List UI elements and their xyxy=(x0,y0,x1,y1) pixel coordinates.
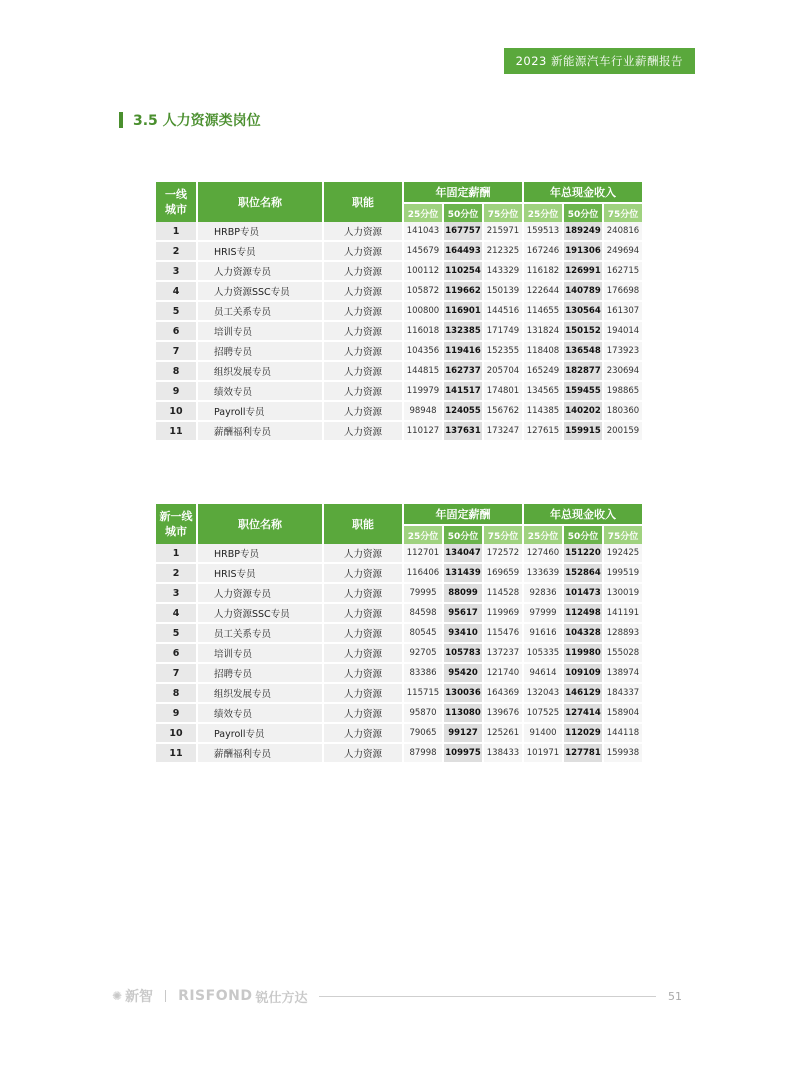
salary-value: 171749 xyxy=(484,322,524,342)
table-row xyxy=(156,684,642,704)
position-name: 组织发展专员 xyxy=(198,362,324,382)
percentile-header-p50: 50分位 xyxy=(564,526,604,544)
percentile-header-p75: 75分位 xyxy=(484,526,524,544)
salary-value: 79995 xyxy=(404,584,444,604)
table-row xyxy=(156,664,642,684)
table-row xyxy=(156,422,642,442)
function-value: 人力资源 xyxy=(324,664,404,684)
position-name: 员工关系专员 xyxy=(198,302,324,322)
city-tier-line2: 城市 xyxy=(165,525,187,538)
salary-value: 200159 xyxy=(604,422,642,442)
row-index: 11 xyxy=(156,422,198,442)
salary-value: 98948 xyxy=(404,402,444,422)
salary-value: 104356 xyxy=(404,342,444,362)
salary-value: 150152 xyxy=(564,322,604,342)
salary-value: 100112 xyxy=(404,262,444,282)
salary-value: 159938 xyxy=(604,744,642,764)
position-name: HRIS专员 xyxy=(198,564,324,584)
salary-value: 150139 xyxy=(484,282,524,302)
salary-value: 91400 xyxy=(524,724,564,744)
table-row xyxy=(156,704,642,724)
salary-value: 130019 xyxy=(604,584,642,604)
row-index: 9 xyxy=(156,382,198,402)
function-value: 人力资源 xyxy=(324,604,404,624)
position-name-header: 职位名称 xyxy=(198,182,324,222)
section-heading xyxy=(119,112,261,128)
salary-value: 110254 xyxy=(444,262,484,282)
salary-value: 145679 xyxy=(404,242,444,262)
salary-table-tier1 xyxy=(156,182,642,442)
salary-value: 141043 xyxy=(404,222,444,242)
salary-value: 121740 xyxy=(484,664,524,684)
row-index: 8 xyxy=(156,362,198,382)
position-name: 组织发展专员 xyxy=(198,684,324,704)
position-name: 绩效专员 xyxy=(198,382,324,402)
footer-rule xyxy=(319,996,656,997)
salary-value: 124055 xyxy=(444,402,484,422)
table-row xyxy=(156,262,642,282)
function-value: 人力资源 xyxy=(324,302,404,322)
function-value: 人力资源 xyxy=(324,382,404,402)
salary-value: 95870 xyxy=(404,704,444,724)
salary-value: 109975 xyxy=(444,744,484,764)
function-value: 人力资源 xyxy=(324,544,404,564)
salary-value: 159915 xyxy=(564,422,604,442)
salary-value: 192425 xyxy=(604,544,642,564)
percentile-header-p75: 75分位 xyxy=(484,204,524,222)
salary-value: 119969 xyxy=(484,604,524,624)
salary-value: 184337 xyxy=(604,684,642,704)
salary-value: 156762 xyxy=(484,402,524,422)
row-index: 7 xyxy=(156,342,198,362)
salary-value: 155028 xyxy=(604,644,642,664)
section-title: 3.5 人力资源类岗位 xyxy=(133,113,261,129)
position-name: HRBP专员 xyxy=(198,544,324,564)
salary-value: 138433 xyxy=(484,744,524,764)
salary-value: 144815 xyxy=(404,362,444,382)
salary-value: 130036 xyxy=(444,684,484,704)
salary-value: 165249 xyxy=(524,362,564,382)
salary-value: 113080 xyxy=(444,704,484,724)
table-row xyxy=(156,282,642,302)
salary-value: 107525 xyxy=(524,704,564,724)
row-index: 4 xyxy=(156,604,198,624)
table-row xyxy=(156,624,642,644)
function-value: 人力资源 xyxy=(324,242,404,262)
table-row xyxy=(156,744,642,764)
total-cash-header: 年总现金收入 xyxy=(524,504,642,526)
salary-value: 191306 xyxy=(564,242,604,262)
salary-value: 92705 xyxy=(404,644,444,664)
percentile-header-p25: 25分位 xyxy=(524,526,564,544)
salary-value: 79065 xyxy=(404,724,444,744)
salary-value: 139676 xyxy=(484,704,524,724)
percentile-header-p75: 75分位 xyxy=(604,526,642,544)
salary-value: 164493 xyxy=(444,242,484,262)
salary-value: 100800 xyxy=(404,302,444,322)
salary-value: 173923 xyxy=(604,342,642,362)
table-row xyxy=(156,564,642,584)
salary-value: 127615 xyxy=(524,422,564,442)
position-name: Payroll专员 xyxy=(198,402,324,422)
salary-value: 119980 xyxy=(564,644,604,664)
logo-divider xyxy=(165,990,166,1002)
salary-value: 159455 xyxy=(564,382,604,402)
salary-value: 230694 xyxy=(604,362,642,382)
salary-value: 126991 xyxy=(564,262,604,282)
function-header: 职能 xyxy=(324,504,404,544)
salary-value: 198865 xyxy=(604,382,642,402)
salary-value: 125261 xyxy=(484,724,524,744)
salary-value: 180360 xyxy=(604,402,642,422)
salary-value: 199519 xyxy=(604,564,642,584)
salary-value: 122644 xyxy=(524,282,564,302)
salary-value: 143329 xyxy=(484,262,524,282)
salary-value: 116182 xyxy=(524,262,564,282)
city-tier-line1: 新一线 xyxy=(159,510,193,523)
function-value: 人力资源 xyxy=(324,362,404,382)
function-value: 人力资源 xyxy=(324,564,404,584)
table-row xyxy=(156,644,642,664)
salary-value: 93410 xyxy=(444,624,484,644)
salary-value: 189249 xyxy=(564,222,604,242)
percentile-header-p25: 25分位 xyxy=(404,526,444,544)
position-name-header: 职位名称 xyxy=(198,504,324,544)
row-index: 2 xyxy=(156,564,198,584)
salary-value: 132043 xyxy=(524,684,564,704)
salary-value: 174801 xyxy=(484,382,524,402)
position-name: 招聘专员 xyxy=(198,664,324,684)
xinzhi-logo xyxy=(112,986,153,1006)
salary-value: 95420 xyxy=(444,664,484,684)
position-name: 员工关系专员 xyxy=(198,624,324,644)
function-header: 职能 xyxy=(324,182,404,222)
position-name: 人力资源SSC专员 xyxy=(198,604,324,624)
table-row xyxy=(156,302,642,322)
salary-value: 158904 xyxy=(604,704,642,724)
risfond-logo: RISFOND xyxy=(178,988,253,1004)
salary-value: 112029 xyxy=(564,724,604,744)
salary-value: 137631 xyxy=(444,422,484,442)
salary-value: 116406 xyxy=(404,564,444,584)
salary-value: 127414 xyxy=(564,704,604,724)
salary-value: 151220 xyxy=(564,544,604,564)
function-value: 人力资源 xyxy=(324,342,404,362)
table-row xyxy=(156,382,642,402)
function-value: 人力资源 xyxy=(324,402,404,422)
salary-value: 167246 xyxy=(524,242,564,262)
salary-value: 114655 xyxy=(524,302,564,322)
salary-value: 115476 xyxy=(484,624,524,644)
function-value: 人力资源 xyxy=(324,724,404,744)
salary-value: 144118 xyxy=(604,724,642,744)
table-row xyxy=(156,322,642,342)
salary-value: 110127 xyxy=(404,422,444,442)
row-index: 6 xyxy=(156,644,198,664)
salary-value: 141191 xyxy=(604,604,642,624)
salary-value: 164369 xyxy=(484,684,524,704)
table-row xyxy=(156,584,642,604)
total-cash-header: 年总现金收入 xyxy=(524,182,642,204)
section-marker xyxy=(119,112,123,128)
page-number: 51 xyxy=(668,989,682,1003)
row-index: 1 xyxy=(156,222,198,242)
salary-value: 212325 xyxy=(484,242,524,262)
table-row xyxy=(156,342,642,362)
salary-value: 116901 xyxy=(444,302,484,322)
salary-value: 140202 xyxy=(564,402,604,422)
salary-value: 105872 xyxy=(404,282,444,302)
percentile-header-p25: 25分位 xyxy=(524,204,564,222)
function-value: 人力资源 xyxy=(324,222,404,242)
function-value: 人力资源 xyxy=(324,584,404,604)
city-tier-line2: 城市 xyxy=(165,203,187,216)
salary-value: 144516 xyxy=(484,302,524,322)
salary-value: 162737 xyxy=(444,362,484,382)
table-row xyxy=(156,604,642,624)
fixed-pay-header: 年固定薪酬 xyxy=(404,182,524,204)
salary-value: 161307 xyxy=(604,302,642,322)
row-index: 2 xyxy=(156,242,198,262)
salary-value: 140789 xyxy=(564,282,604,302)
salary-value: 101971 xyxy=(524,744,564,764)
salary-value: 83386 xyxy=(404,664,444,684)
position-name: 人力资源SSC专员 xyxy=(198,282,324,302)
row-index: 7 xyxy=(156,664,198,684)
row-index: 8 xyxy=(156,684,198,704)
table-row xyxy=(156,724,642,744)
salary-value: 112498 xyxy=(564,604,604,624)
salary-value: 131824 xyxy=(524,322,564,342)
salary-value: 215971 xyxy=(484,222,524,242)
header-row-top xyxy=(156,182,642,204)
salary-value: 119662 xyxy=(444,282,484,302)
starburst-icon: ✺ xyxy=(112,989,123,1003)
percentile-header-p25: 25分位 xyxy=(404,204,444,222)
salary-value: 105783 xyxy=(444,644,484,664)
position-name: 培训专员 xyxy=(198,322,324,342)
salary-value: 87998 xyxy=(404,744,444,764)
salary-value: 84598 xyxy=(404,604,444,624)
salary-value: 91616 xyxy=(524,624,564,644)
salary-value: 132385 xyxy=(444,322,484,342)
salary-value: 152864 xyxy=(564,564,604,584)
function-value: 人力资源 xyxy=(324,744,404,764)
position-name: 薪酬福利专员 xyxy=(198,422,324,442)
salary-value: 162715 xyxy=(604,262,642,282)
function-value: 人力资源 xyxy=(324,262,404,282)
salary-value: 114528 xyxy=(484,584,524,604)
salary-value: 119979 xyxy=(404,382,444,402)
salary-value: 112701 xyxy=(404,544,444,564)
position-name: 招聘专员 xyxy=(198,342,324,362)
function-value: 人力资源 xyxy=(324,322,404,342)
salary-value: 138974 xyxy=(604,664,642,684)
function-value: 人力资源 xyxy=(324,422,404,442)
position-name: 薪酬福利专员 xyxy=(198,744,324,764)
salary-value: 173247 xyxy=(484,422,524,442)
salary-table-newtier1 xyxy=(156,504,642,764)
position-name: HRIS专员 xyxy=(198,242,324,262)
salary-value: 104328 xyxy=(564,624,604,644)
function-value: 人力资源 xyxy=(324,282,404,302)
salary-value: 101473 xyxy=(564,584,604,604)
function-value: 人力资源 xyxy=(324,704,404,724)
salary-value: 240816 xyxy=(604,222,642,242)
fixed-pay-header: 年固定薪酬 xyxy=(404,504,524,526)
row-index: 1 xyxy=(156,544,198,564)
row-index: 10 xyxy=(156,724,198,744)
report-title-tag: 2023 新能源汽车行业薪酬报告 xyxy=(504,48,695,74)
salary-value: 134565 xyxy=(524,382,564,402)
logo-a-text: 新智 xyxy=(125,989,154,1005)
salary-value: 169659 xyxy=(484,564,524,584)
percentile-header-p50: 50分位 xyxy=(564,204,604,222)
salary-value: 99127 xyxy=(444,724,484,744)
salary-value: 249694 xyxy=(604,242,642,262)
salary-value: 88099 xyxy=(444,584,484,604)
salary-value: 167757 xyxy=(444,222,484,242)
row-index: 4 xyxy=(156,282,198,302)
salary-value: 182877 xyxy=(564,362,604,382)
salary-value: 128893 xyxy=(604,624,642,644)
salary-value: 114385 xyxy=(524,402,564,422)
city-tier-header xyxy=(156,182,198,222)
percentile-header-p75: 75分位 xyxy=(604,204,642,222)
row-index: 5 xyxy=(156,302,198,322)
table-row xyxy=(156,544,642,564)
salary-value: 134047 xyxy=(444,544,484,564)
salary-value: 136548 xyxy=(564,342,604,362)
salary-value: 137237 xyxy=(484,644,524,664)
salary-value: 205704 xyxy=(484,362,524,382)
row-index: 9 xyxy=(156,704,198,724)
page-footer xyxy=(112,985,682,1007)
salary-value: 152355 xyxy=(484,342,524,362)
salary-value: 95617 xyxy=(444,604,484,624)
salary-value: 109109 xyxy=(564,664,604,684)
salary-value: 119416 xyxy=(444,342,484,362)
position-name: HRBP专员 xyxy=(198,222,324,242)
position-name: 培训专员 xyxy=(198,644,324,664)
salary-value: 80545 xyxy=(404,624,444,644)
row-index: 10 xyxy=(156,402,198,422)
function-value: 人力资源 xyxy=(324,624,404,644)
header-row-top xyxy=(156,504,642,526)
position-name: 绩效专员 xyxy=(198,704,324,724)
salary-value: 141517 xyxy=(444,382,484,402)
row-index: 6 xyxy=(156,322,198,342)
salary-value: 94614 xyxy=(524,664,564,684)
function-value: 人力资源 xyxy=(324,644,404,664)
salary-value: 92836 xyxy=(524,584,564,604)
table-row xyxy=(156,402,642,422)
percentile-header-p50: 50分位 xyxy=(444,526,484,544)
salary-value: 116018 xyxy=(404,322,444,342)
city-tier-line1: 一线 xyxy=(165,188,187,201)
salary-value: 118408 xyxy=(524,342,564,362)
salary-value: 97999 xyxy=(524,604,564,624)
position-name: 人力资源专员 xyxy=(198,262,324,282)
position-name: Payroll专员 xyxy=(198,724,324,744)
salary-value: 130564 xyxy=(564,302,604,322)
salary-value: 115715 xyxy=(404,684,444,704)
salary-value: 176698 xyxy=(604,282,642,302)
salary-value: 159513 xyxy=(524,222,564,242)
salary-value: 127781 xyxy=(564,744,604,764)
row-index: 3 xyxy=(156,262,198,282)
function-value: 人力资源 xyxy=(324,684,404,704)
salary-value: 194014 xyxy=(604,322,642,342)
table-row xyxy=(156,362,642,382)
salary-value: 127460 xyxy=(524,544,564,564)
percentile-header-p50: 50分位 xyxy=(444,204,484,222)
table-row xyxy=(156,242,642,262)
risfond-logo-cn: 锐仕方达 xyxy=(255,990,308,1006)
salary-value: 105335 xyxy=(524,644,564,664)
table-row xyxy=(156,222,642,242)
row-index: 3 xyxy=(156,584,198,604)
salary-value: 133639 xyxy=(524,564,564,584)
row-index: 5 xyxy=(156,624,198,644)
row-index: 11 xyxy=(156,744,198,764)
salary-value: 131439 xyxy=(444,564,484,584)
city-tier-header xyxy=(156,504,198,544)
salary-value: 172572 xyxy=(484,544,524,564)
salary-value: 146129 xyxy=(564,684,604,704)
position-name: 人力资源专员 xyxy=(198,584,324,604)
